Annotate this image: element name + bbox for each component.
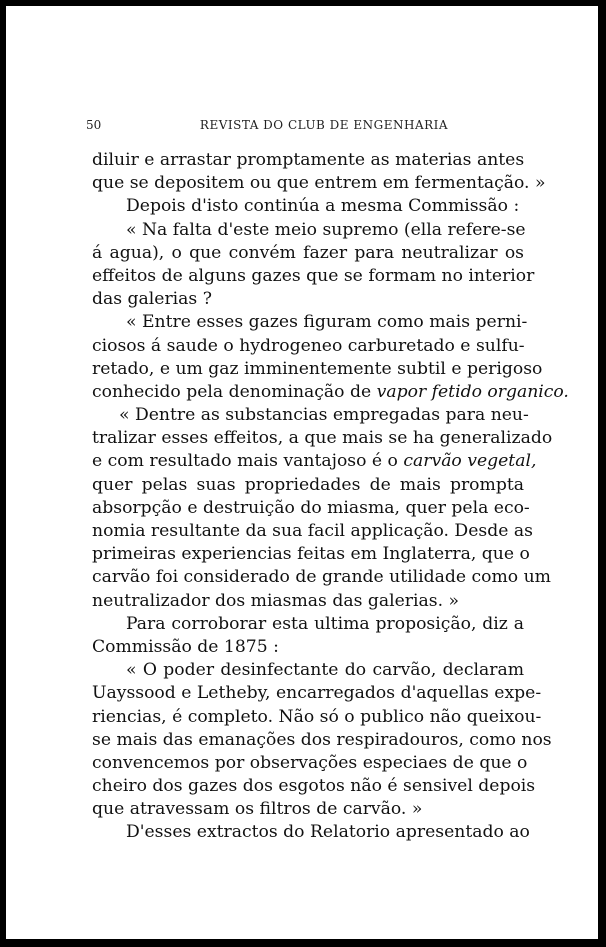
text-line (92, 358, 543, 381)
line-text: ciosos á saude o hydrogeneo carburetado e sulfu- (92, 335, 525, 356)
line-text: « Entre esses gazes figuram como mais perni- (126, 312, 528, 333)
text-line (92, 450, 537, 473)
text-line (92, 682, 542, 705)
text-line (92, 775, 536, 798)
text-line (92, 566, 551, 589)
line-text: que se depositem ou que entrem em fermentação. » (92, 173, 546, 194)
italic-text: carvão vegetal, (403, 451, 537, 472)
body-text (92, 149, 569, 845)
line-text: nomia resultante da sua facil applicação. Desde as (92, 521, 533, 541)
text-line (92, 404, 529, 427)
line-text: tralizar esses effeitos, a que mais se ha generalizado (92, 428, 553, 449)
text-line (92, 520, 533, 543)
text-line (92, 821, 530, 844)
line-text: das galerias ? (92, 289, 212, 310)
italic-text: vapor fetido organico. (376, 381, 569, 402)
line-text: quer pelas suas propriedades de mais prompta (92, 474, 524, 495)
text-line (92, 752, 528, 775)
line-text: Para corroborar esta ultima proposição, diz a (126, 613, 524, 634)
running-title: REVISTA DO CLUB DE ENGENHARIA (199, 118, 449, 132)
line-text: neutralizador dos miasmas das galerias. » (92, 590, 460, 611)
line-text: « O poder desinfectante do carvão, declaram (126, 660, 524, 681)
line-text: carvão foi considerado de grande utilidade como um (92, 567, 551, 588)
line-text: absorpção e destruição do miasma, quer pela eco- (92, 497, 530, 518)
text-line (92, 195, 524, 218)
text-line (92, 543, 530, 566)
line-text: Commissão de 1875 : (92, 636, 279, 657)
text-line (92, 798, 524, 821)
text-line (92, 613, 524, 636)
line-text: primeiras experiencias feitas em Inglaterra, que o (92, 544, 530, 565)
page-header (86, 118, 522, 138)
text-line (92, 474, 524, 497)
line-text: effeitos de alguns gazes que se formam no interior (92, 265, 535, 286)
text-line (92, 335, 524, 358)
text-line (92, 311, 528, 334)
text-line (92, 497, 530, 520)
line-text: retado, e um gaz imminentemente subtil e perigoso (92, 358, 543, 379)
line-text: cheiro dos gazes dos esgotos não é sensivel depois (92, 776, 536, 797)
line-text: riencias, é completo. Não só o publico não queixou- (92, 706, 542, 727)
line-text: á agua), o que convém fazer para neutralizar os (92, 242, 524, 263)
text-line (92, 659, 524, 682)
text-line (92, 636, 524, 659)
line-text: se mais das emanações dos respiradouros, como nos (92, 729, 552, 750)
book-page (6, 6, 598, 939)
line-text: que atravessam os filtros de carvão. » (92, 799, 423, 820)
text-line (92, 729, 552, 752)
text-line (92, 288, 524, 311)
line-text: e com resultado mais vantajoso é o (92, 451, 398, 472)
line-text: convencemos por observações especiaes de que o (92, 752, 528, 773)
text-line (92, 381, 569, 404)
text-line (92, 590, 524, 613)
line-text: Depois d'isto continúa a mesma Commissão : (126, 196, 520, 217)
line-text: Uayssood e Letheby, encarregados d'aquellas expe- (92, 683, 542, 704)
text-line (92, 149, 524, 172)
page-number: 50 (86, 118, 102, 132)
text-line (92, 242, 524, 265)
text-line (92, 265, 535, 288)
text-line (92, 172, 546, 195)
text-line (92, 706, 542, 729)
text-line (92, 427, 553, 450)
line-text: conhecido pela denominação de (92, 381, 372, 402)
text-line (92, 219, 524, 242)
line-text: « Dentre as substancias empregadas para neu- (119, 405, 529, 426)
line-text: diluir e arrastar promptamente as materias antes (92, 150, 525, 170)
line-text: D'esses extractos do Relatorio apresentado ao (126, 822, 530, 843)
line-text: « Na falta d'este meio supremo (ella refere-se (126, 219, 526, 240)
